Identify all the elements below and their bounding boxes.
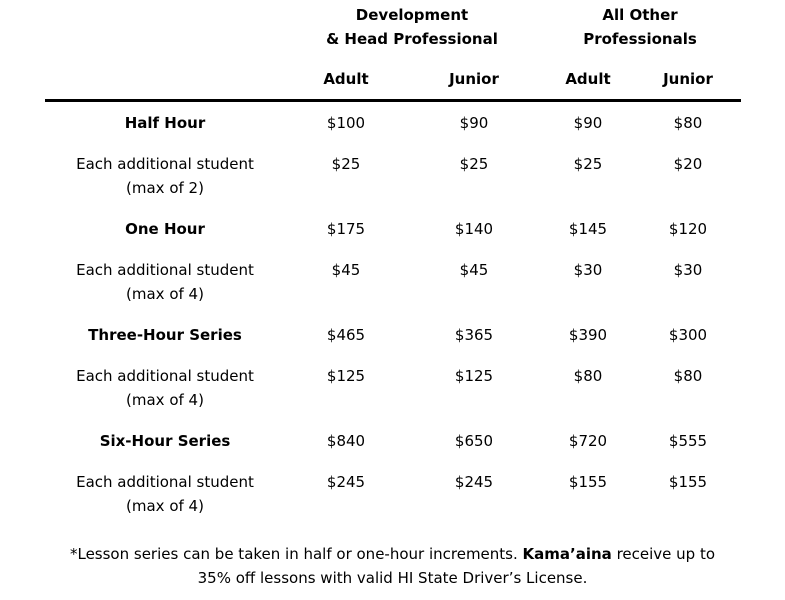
row-label: Half Hour — [124, 114, 206, 132]
price-cell: $390 — [568, 326, 608, 344]
price-cell: $80 — [573, 367, 603, 385]
header-group-development-line2: & Head Professional — [326, 30, 498, 48]
price-cell: $90 — [573, 114, 603, 132]
header-rule — [45, 99, 741, 102]
price-cell: $45 — [459, 261, 489, 279]
col-head-dev-junior: Junior — [449, 70, 499, 88]
price-cell: $80 — [673, 367, 703, 385]
price-cell: $120 — [668, 220, 708, 238]
col-head-other-adult: Adult — [565, 70, 611, 88]
price-cell: $25 — [331, 155, 361, 173]
price-cell: $175 — [326, 220, 366, 238]
price-cell: $90 — [459, 114, 489, 132]
price-cell: $465 — [326, 326, 366, 344]
footnote-kamaaina: Kama’aina — [522, 545, 612, 563]
header-group-other-line1: All Other — [602, 6, 678, 24]
header-group-development — [326, 3, 498, 51]
footnote — [0, 542, 785, 590]
footnote-line1: *Lesson series can be taken in half or one-hour increments. Kama’aina receive up to — [69, 545, 716, 563]
price-cell: $245 — [454, 473, 494, 491]
footnote-line2: 35% off lessons with valid HI State Driver’s License. — [197, 569, 588, 587]
price-cell: $25 — [573, 155, 603, 173]
price-cell: $100 — [326, 114, 366, 132]
price-cell: $720 — [568, 432, 608, 450]
price-cell: $145 — [568, 220, 608, 238]
row-label: Each additional student (max of 2) — [76, 155, 254, 197]
price-cell: $80 — [673, 114, 703, 132]
price-cell: $650 — [454, 432, 494, 450]
price-cell: $30 — [673, 261, 703, 279]
row-label: Each additional student (max of 4) — [76, 473, 254, 515]
price-cell: $300 — [668, 326, 708, 344]
row-label: Each additional student (max of 4) — [76, 367, 254, 409]
price-cell: $125 — [326, 367, 366, 385]
price-cell: $45 — [331, 261, 361, 279]
col-head-dev-adult: Adult — [323, 70, 369, 88]
price-cell: $245 — [326, 473, 366, 491]
price-cell: $840 — [326, 432, 366, 450]
row-label: Three-Hour Series — [88, 326, 242, 344]
price-cell: $25 — [459, 155, 489, 173]
row-label: One Hour — [125, 220, 205, 238]
price-cell: $155 — [668, 473, 708, 491]
price-cell: $30 — [573, 261, 603, 279]
row-label: Each additional student (max of 4) — [76, 261, 254, 303]
header-group-development-line1: Development — [355, 6, 469, 24]
price-cell: $125 — [454, 367, 494, 385]
price-cell: $140 — [454, 220, 494, 238]
price-cell: $20 — [673, 155, 703, 173]
price-cell: $555 — [668, 432, 708, 450]
row-label: Six-Hour Series — [99, 432, 231, 450]
price-cell: $155 — [568, 473, 608, 491]
header-group-other — [583, 3, 697, 51]
price-cell: $365 — [454, 326, 494, 344]
header-group-other-line2: Professionals — [583, 30, 697, 48]
col-head-other-junior: Junior — [663, 70, 713, 88]
